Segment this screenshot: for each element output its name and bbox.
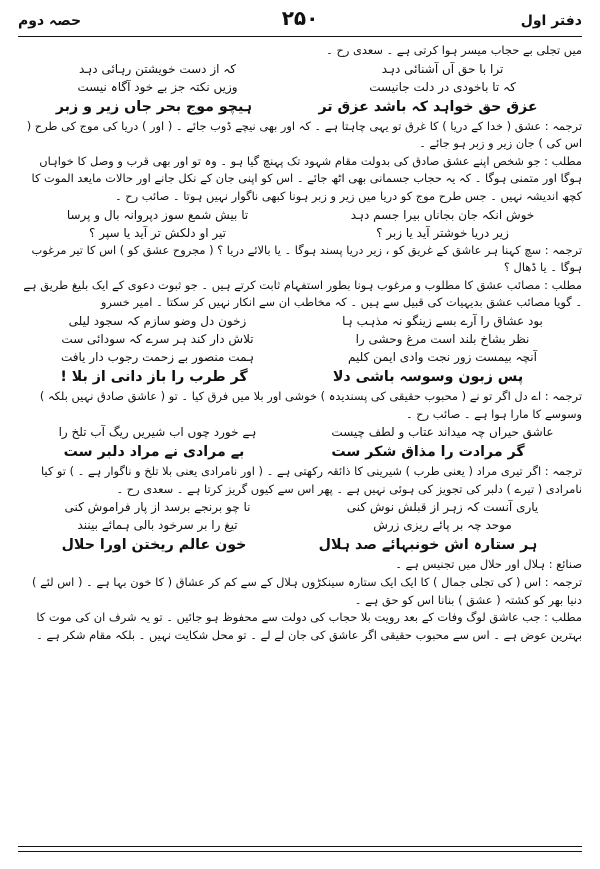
page-number: ۲۵۰ <box>281 6 319 30</box>
couplet <box>18 534 582 556</box>
paragraph: ترجمہ : اس ( کی تجلی جمال ) کا ایک ایک ستارہ سینکڑوں ہلال کے سے کم کر عشاق ( کا خون بہا ہے ۔ ( اس لئے ) دنیا بھر کو کشتہ ( عشق ) بنانا اس کو حق ہے ۔ <box>32 574 582 607</box>
paragraph: ترجمہ : سچ کہنا ہر عاشق کے غریق کو ، زیر دریا پسند ہوگا ۔ یا بالائے دریا ؟ ( مجروح عشق کو ) اس کا تیر مرغوب ہوگا ۔ یا ڈھال ؟ <box>31 242 582 275</box>
verse-line: گر طرب را باز دانی از بلا ! <box>60 368 248 385</box>
verse-line: موحد چہ بر پائے ریزی زرش <box>373 518 512 533</box>
header-rule <box>18 36 582 37</box>
couplet <box>18 224 582 242</box>
footer-rule-double <box>18 851 582 852</box>
verse-line: زیر دریا خوشتر آید یا زبر ؟ <box>376 225 509 240</box>
verse-line: بود عشاق را آرے بسے زینگو نہ مذہب ہا <box>342 313 543 328</box>
verse-line: یاری آنست کہ زہر از قبلش نوش کنی <box>346 500 539 515</box>
paragraph: ترجمہ : اگر تیری مراد ( یعنی طرب ) شیرینی کا ذائقہ رکھتی ہے ۔ ( اور نامرادی یعنی بلا تلخ و ناگوار ہے ۔ ) تو کیا نامرادی ( تیرے ) دلبر کی تجویز کی ہوئی نہیں ہے ۔ پھر اس سے کیوں گریز کرتا ہے ۔ سعدی رح ۔ <box>40 464 582 496</box>
couplet <box>18 441 582 463</box>
verse-line: کہ از دست خویشتن رہائی دہد <box>78 61 237 76</box>
couplet <box>18 96 582 118</box>
verse-line: تیغ را بر سرخود بالی ہمائے بینند <box>77 518 238 533</box>
verse-line: کہ تا باخودی در دلت جانیست <box>369 79 516 94</box>
verse-line: ہر ستارہ اش خونبہائے صد ہلال <box>318 537 538 554</box>
verse-line: تا بیش شمع سوز دپروانہ بال و پرسا <box>66 207 249 222</box>
page-body <box>18 42 582 845</box>
couplet <box>18 423 582 441</box>
couplet <box>18 206 582 224</box>
couplet <box>18 366 582 388</box>
verse-line: تلاش دار کند ہر سرے کہ سودائی ست <box>61 331 254 346</box>
book-title: دفتر اول <box>520 13 582 29</box>
verse-line: آنچہ بیمست زور نجت وادی ایمن کلیم <box>348 349 537 364</box>
verse-line: خون عالم ریختن اورا حلال <box>61 537 247 554</box>
verse-line: ہمت منصور بے زحمت رجوب دار یافت <box>60 349 255 364</box>
verse-line: تیر او دلکش تر آید یا سپر ؟ <box>89 225 226 240</box>
couplet <box>18 78 582 96</box>
verse-line: نا چو برنجے برسد از پار فراموش کنی <box>64 500 251 515</box>
paragraph: مطلب : مصائب عشق کا مطلوب و مرغوب ہونا بطور استفہام ثابت کرتے ہیں ۔ جو ثبوت دعوی کے ایک بلیغ طریق ہے ۔ گویا مصائب عشق بدیہیات کی قبیل سے ہیں ۔ کہ مخاطب ان سے انکار نہیں کر سکتا ۔ امیر خسرو <box>23 277 582 310</box>
paragraph: مطلب : جو شخص اپنے عشق صادق کی بدولت مقام شہود تک پہنچ گیا ہو ۔ وہ تو اور بھی قرب و وصل کا خواہاں ہوگا اور متمنی ہوگا ۔ کہ یہ حجاب جسمانی بھی اٹھ جائے ۔ اس کو اپنی جان کے نکل جانے اور حالات مایعد الموت کا کچھ اندیشہ نہیں ۔ جس طرح موج کو دریا میں زیر و زبر ہونا کبھی ناگوار نہیں ہوتا ۔ صائب رح ۔ <box>31 153 582 203</box>
part-label: حصہ دوم <box>18 13 82 29</box>
couplet <box>18 60 582 78</box>
verse-line: عزق حق خواہد کہ باشد عزق تر <box>318 98 538 115</box>
verse-line: نظر بشاخ بلند است مرغ وحشی را <box>355 331 530 346</box>
paragraph: ترجمہ : اے دل اگر تو نے ( محبوب حقیقی کی پسندیدہ ) خوشی اور بلا میں فرق کیا ۔ تو ( عاشق صادق نہیں بلکہ ) وسوسے کا مارا ہوا ہے ۔ صائب رح ۔ <box>39 388 582 421</box>
verse-line: پس زبون وسوسہ باشی دلا <box>332 368 524 385</box>
verse-line: خوش انکہ جان بجاناں بیرا جسم دہد <box>350 207 535 222</box>
footer-rule <box>18 846 582 847</box>
verse-line: عاشق حیراں چہ میداند عتاب و لطف چیست <box>331 425 554 440</box>
paragraph: ترجمہ : عشق ( خدا کے دریا ) کا غرق تو یہی چاہتا ہے ۔ کہ اور بھی نیچے ڈوب جائے ۔ ( اور ) دریا کی موج کی طرح ( اس کی ) جان زیر و زبر ہو جائے ۔ <box>26 118 582 151</box>
verse-line: وزیں نکتہ جز بے خود آگاہ نیست <box>77 79 238 94</box>
paragraph: صنائع : ہلال اور حلال میں تجنیس ہے ۔ <box>395 557 582 572</box>
verse-line: ہیچو موج بحر جاں زیر و زبر <box>55 98 253 115</box>
couplet <box>18 516 582 534</box>
couplet <box>18 498 582 516</box>
paragraph: مطلب : جب عاشق لوگ وفات کے بعد رویت بلا حجاب کی دولت سے محفوظ ہو جائیں ۔ تو یہ شرف ان کی موت کا بہترین عوض ہے ۔ اس سے محبوب حقیقی اگر عاشق کی جان لے لے ۔ تو محل شکایت نہیں ۔ بلکہ مقام شکر ہے ۔ <box>36 610 582 642</box>
couplet <box>18 348 582 366</box>
couplet <box>18 312 582 330</box>
verse-line: ترا با حق آں آشنائی دہد <box>381 61 504 76</box>
verse-line: گر مرادت را مذاق شکر ست <box>331 444 525 461</box>
couplet <box>18 330 582 348</box>
verse-line: زخون دل وضو سازم کہ سجود لیلی <box>68 313 247 328</box>
paragraph: میں تجلی بے حجاب میسر ہوا کرتی ہے ۔ سعدی رح ۔ <box>326 43 582 57</box>
verse-line: ہے خورد چوں اب شیریں ریگ آب تلخ را <box>58 425 257 440</box>
verse-line: بے مرادی نے مراد دلبر ست <box>63 444 245 461</box>
